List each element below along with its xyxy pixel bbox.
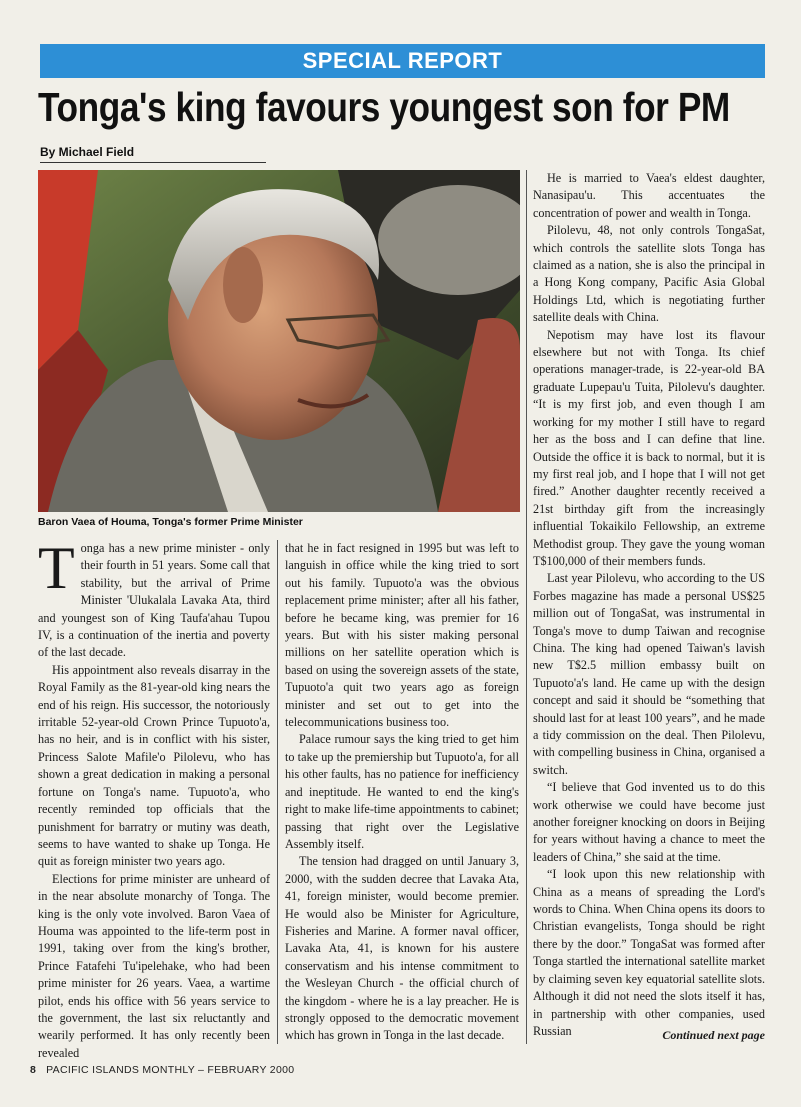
continued-next-page: Continued next page bbox=[662, 1028, 765, 1042]
column-divider bbox=[277, 540, 278, 1044]
paragraph: Elections for prime minister are unheard of in the near absolute monarchy of Tonga. The king is the only vote involved. Baron Vaea of Houma was appointed to the life-term post in 1991, taking over from the king's brother, Prince Fatafehi Tu'ipelehake, who had been prime minister for 26 years. Vaea, a wartime pilot, ends his office with 56 years service to the government, the last six reluctantly and wearily performed. It has only recently been revealed bbox=[38, 871, 270, 1060]
paragraph: Last year Pilolevu, who according to the US Forbes magazine has made a personal US$25 million out of TongaSat, was instrumental in Tonga's move to dump Taiwan and recognise China. The king had opened Taiwan's lavish new T$2.5 million embassy built on Tupuoto'a's land. He came up with the design concept and said it should be “something that should last for at least 100 years”, and he made a tidy commission on the deal. Then Pilolevu, with compelling business in China, organised a switch. bbox=[533, 571, 765, 777]
paragraph: Nepotism may have lost its flavour elsewhere but not with Tonga. Its chief operations manager-trade, is 22-year-old BA graduate Lupepau'u Tuita, Pilolevu's daughter. “It is my first job, and even though I am working for my mother I still have to regard her as the boss and I can define that line. Outside the office it is back to normal, but it is my first real job, and I hope that I will not get fired.” Another daughter recently received a 21st birthday gift from the increasingly influential Tokaikilo Fellowship, an extreme Methodist group. They gave the young woman T$100,000 of their members funds. bbox=[533, 327, 765, 568]
paragraph: “I look upon this new relationship with China as a means of spreading the Lord's words to China. When China opens its doors to Christian evangelists, Tonga should be right there by the door.” TongaSat was formed after Tonga startled the international satellite market by claiming seven key equatorial satellite slots. Although it did not need the slots itself it has, in partnership with other companies, used Russian bbox=[533, 867, 765, 1038]
photo-illustration bbox=[38, 170, 520, 512]
publication-line: PACIFIC ISLANDS MONTHLY – FEBRUARY 2000 bbox=[46, 1064, 295, 1076]
article-column-3 bbox=[533, 170, 765, 1040]
photo-caption: Baron Vaea of Houma, Tonga's former Prime Minister bbox=[38, 516, 303, 528]
paragraph: Palace rumour says the king tried to get him to take up the premiership but Tupuoto'a, for all his other faults, has no patience for inefficiency and ineptitude. He wanted to end the king's right to make life-time appointments to cabinet; passing that right over the Legislative Assembly itself. bbox=[285, 732, 519, 851]
section-label: SPECIAL REPORT bbox=[302, 48, 503, 73]
paragraph: Tonga has a new prime minister - only their fourth in 51 years. Some call that stability, but the arrival of Prime Minister 'Ulukalala Lavaka Ata, third and youngest son of King Taufa'ahau Tupou IV, is a continuation of the inertia and poverty of the last decade. bbox=[38, 535, 270, 660]
page-footer bbox=[30, 1064, 294, 1076]
paragraph: “I believe that God invented us to do this work otherwise we could have become just another foreigner knocking on doors in Beijing for years without having a chance to meet the leaders of China,” she said at the time. bbox=[533, 780, 765, 864]
paragraph: The tension had dragged on until January 3, 2000, with the sudden decree that Lavaka Ata, 41, foreign minister, would become premier. He would also be Minister for Agriculture, Fisheries and Marine. A former naval officer, Lavaka Ata, 41, is known for his austere conservatism and his intense commitment to the Wesleyan Church - the official church of the kingdom - where he is a lay preacher. He is strongly opposed to the democratic movement which has grown in Tonga in the last decade. bbox=[285, 854, 519, 1043]
drop-cap: T bbox=[38, 535, 75, 601]
paragraph: that he in fact resigned in 1995 but was left to languish in office while the king tried to sort out his family. Tupuoto'a was the obvious replacement prime minister; after all his father, before he became king, was premier for 16 years. But with his sister making personal millions on her satellite operation which is based on using the sovereign assets of the state, Tupuoto'a quit two years ago as foreign minister and set out to get into the telecommunications business too. bbox=[285, 541, 519, 730]
article-column-2 bbox=[285, 540, 519, 1045]
article-photo bbox=[38, 170, 520, 512]
byline: By Michael Field bbox=[40, 145, 135, 159]
section-banner bbox=[40, 44, 765, 78]
article-column-1 bbox=[38, 535, 270, 1062]
byline-divider bbox=[40, 162, 266, 163]
page-number: 8 bbox=[30, 1064, 37, 1076]
paragraph: His appointment also reveals disarray in the Royal Family as the 81-year-old king nears the end of his reign. His successor, the notoriously irritable 52-year-old Crown Prince Tupuoto'a, has no heir, and is in conflict with his sister, Princess Salote Mafile'o Pilolevu, who has shown a great dedication in making a personal fortune on Tonga's name. Tupuoto'a, who recently reminded top officials that the punishment for barratry or mutiny was death, seems to have wanted to shake up Tonga. He quit as foreign minister two years ago. bbox=[38, 662, 270, 869]
article-headline: Tonga's king favours youngest son for PM bbox=[38, 84, 730, 130]
paragraph: Pilolevu, 48, not only controls TongaSat, which controls the satellite slots Tonga has claimed as a nation, she is also the principal in a Hong Kong company, Pacific Asia Global Holdings Ltd, which is negotiating further satellite deals with China. bbox=[533, 223, 765, 325]
paragraph: He is married to Vaea's eldest daughter, Nanasipau'u. This accentuates the concentration of power and wealth in Tonga. bbox=[533, 171, 765, 220]
column-divider bbox=[526, 170, 527, 1044]
